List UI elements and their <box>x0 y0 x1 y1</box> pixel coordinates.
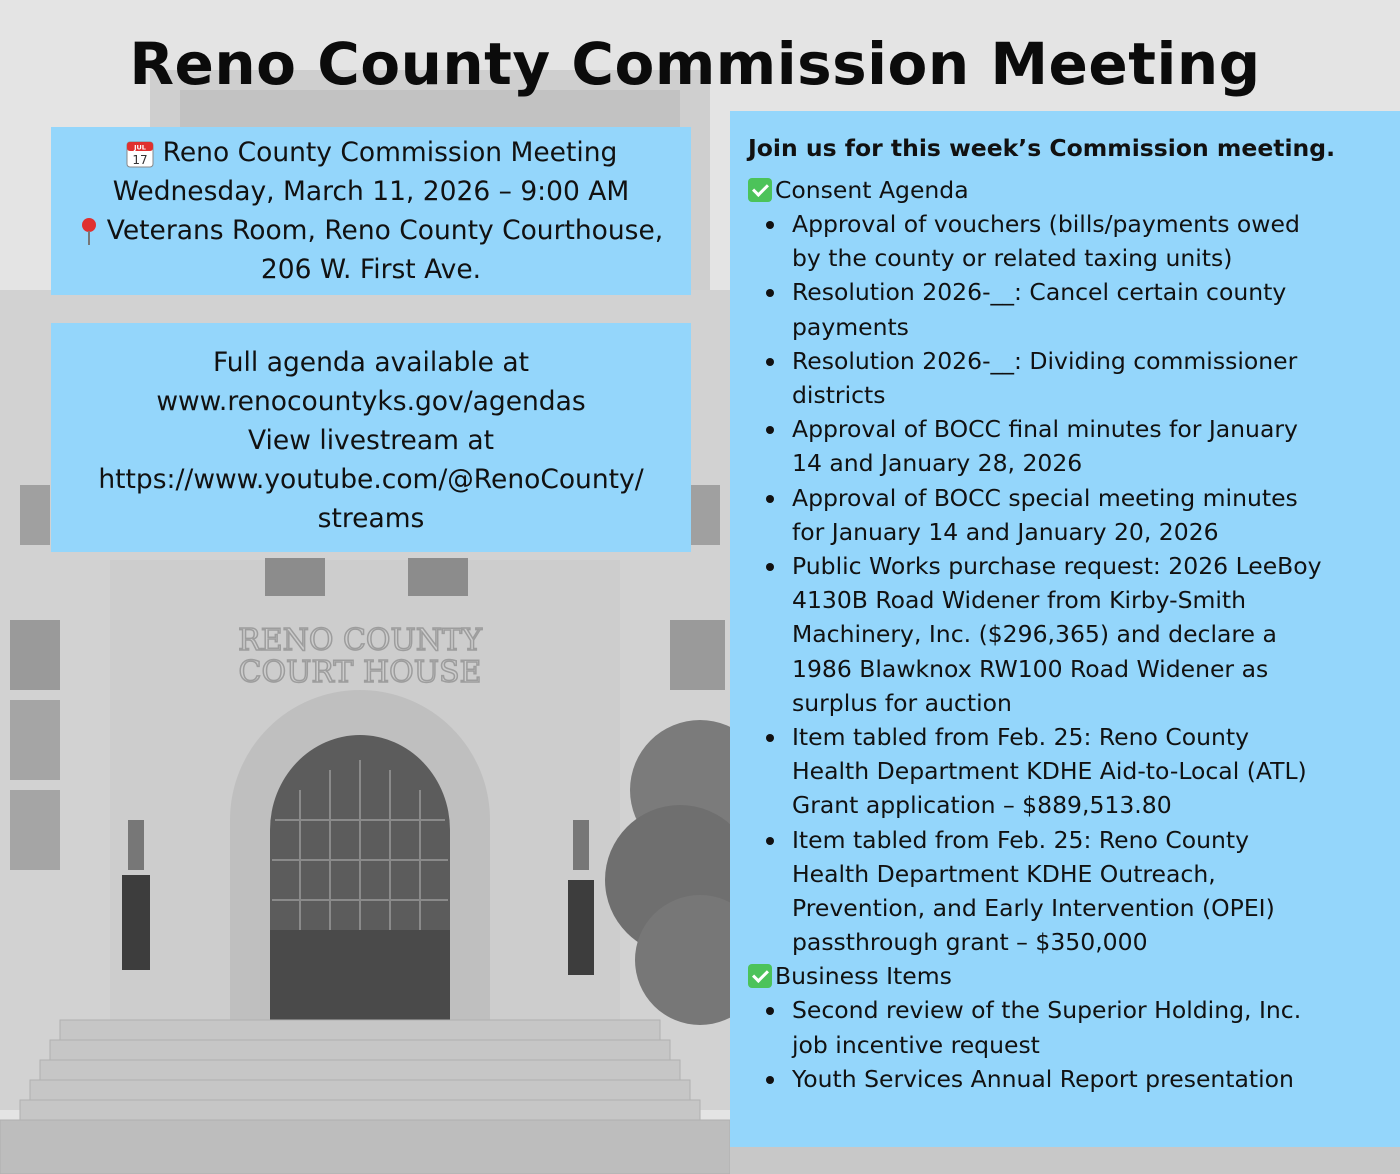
agenda-panel <box>730 111 1400 1147</box>
meeting-location-text: Veterans Room, Reno County Courthouse, <box>106 215 664 246</box>
consent-agenda-list <box>748 207 1400 959</box>
list-item: Public Works purchase request: 2026 LeeBoy 4130B Road Widener from Kirby-Smith Machinery, Inc. ($296,365) and declare a 1986 Blawknox RW100 Road Widener as surplus for auction <box>748 549 1338 720</box>
checkmark-icon <box>748 964 772 988</box>
meeting-info-panel <box>51 127 691 295</box>
list-item: Item tabled from Feb. 25: Reno County Health Department KDHE Aid-to-Local (ATL) Grant application – $889,513.80 <box>748 720 1338 823</box>
svg-text:JUL: JUL <box>133 143 146 151</box>
agenda-links-panel <box>51 323 691 552</box>
list-item: Approval of vouchers (bills/payments owed by the county or related taxing units) <box>748 207 1338 275</box>
building-sign-text-2: COURT HOUSE <box>238 655 482 690</box>
list-item: Youth Services Annual Report presentation <box>748 1062 1338 1096</box>
list-item: Approval of BOCC special meeting minutes for January 14 and January 20, 2026 <box>748 481 1338 549</box>
list-item: Resolution 2026-__: Dividing commissioner districts <box>748 344 1338 412</box>
agenda-available-label: Full agenda available at <box>212 347 530 378</box>
list-item: Resolution 2026-__: Cancel certain county payments <box>748 275 1338 343</box>
building-sign-text-1: RENO COUNTY <box>238 623 482 658</box>
meeting-date-time: Wednesday, March 11, 2026 – 9:00 AM <box>112 176 630 207</box>
calendar-icon <box>125 139 155 169</box>
livestream-url-link[interactable]: https://www.youtube.com/@RenoCounty/ <box>98 464 644 495</box>
livestream-label: View livestream at <box>248 425 494 456</box>
list-item: Approval of BOCC final minutes for January 14 and January 28, 2026 <box>748 412 1338 480</box>
svg-text:17: 17 <box>132 152 148 167</box>
checkmark-icon <box>748 178 772 202</box>
agenda-url-link[interactable]: www.renocountyks.gov/agendas <box>156 386 586 417</box>
meeting-title-text: Reno County Commission Meeting <box>162 137 618 168</box>
livestream-url-link-continued[interactable]: streams <box>317 503 425 534</box>
location-pin-icon <box>79 217 99 247</box>
page-title: Reno County Commission Meeting <box>129 30 1261 98</box>
business-items-list <box>748 993 1400 1096</box>
agenda-heading: Join us for this week’s Commission meeting. <box>748 134 1336 162</box>
list-item: Item tabled from Feb. 25: Reno County Health Department KDHE Outreach, Prevention, and Early Intervention (OPEI) passthrough grant – $350,000 <box>748 823 1338 960</box>
meeting-address: 206 W. First Ave. <box>260 254 482 285</box>
business-items-section-title: Business Items <box>748 959 1400 993</box>
consent-agenda-section-title: Consent Agenda <box>748 173 1400 207</box>
list-item: Second review of the Superior Holding, Inc. job incentive request <box>748 993 1338 1061</box>
